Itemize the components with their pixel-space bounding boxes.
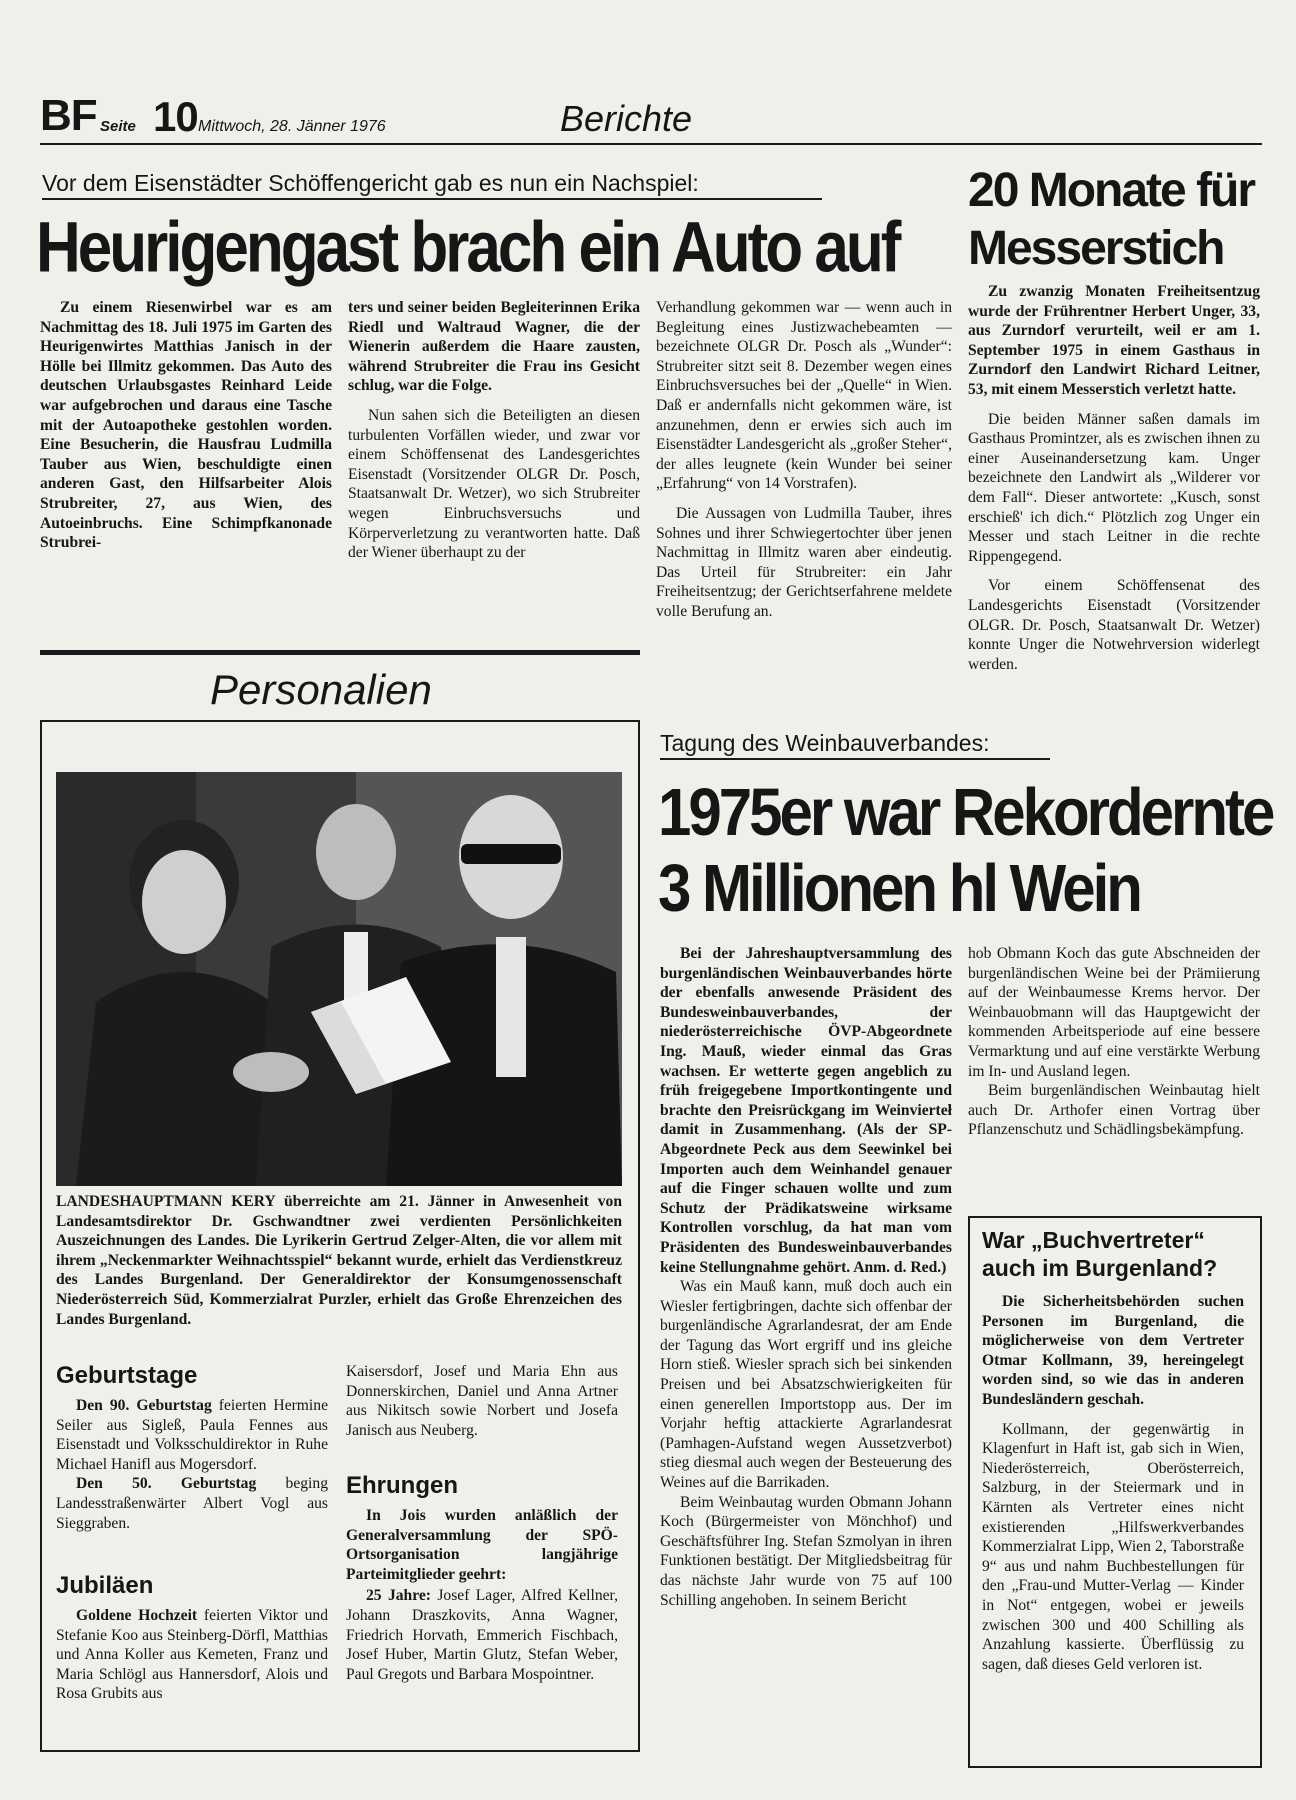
main-col-2-p2: Nun sahen sich die Beteiligten an diesen turbulenten Vorfällen wieder, und zwar vor einem Schöffensenat des Landesgerichtes Eisenstadt (Vorsitzender OLGR Dr. Posch, Staatsanwalt Dr. Wetzer), wo sich Strubreiter wegen Einbruchsversuchs und Körperverletzung zu verantworten hatte. Daß der Wiener überhaupt zu der xyxy=(348,406,640,562)
jubilaeen-p1 xyxy=(56,1606,328,1704)
page-number: 10 xyxy=(153,93,198,140)
stich-body xyxy=(968,282,1260,674)
wein-kicker: Tagung des Weinbauverbandes: xyxy=(660,730,990,756)
header-rule xyxy=(40,143,1262,145)
page-label: Seite xyxy=(100,118,136,135)
wein-col-2 xyxy=(968,944,1260,1140)
geburtstage-text-1: feierten Hermine Seiler aus Sigleß, Paula Fennes aus Eisenstadt und Volksschuldirektor in Ruhe Michael Hanifl aus Mogersdorf. xyxy=(56,1397,328,1473)
main-col-3-p2: Die Aussagen von Ludmilla Tauber, ihres Sohnes und ihrer Schwiegertochter über jenen Nachmittag in Illmitz waren aber eindeutig. Das Urteil für Strubreiter: ein Jahr Freiheitsentzug; der Gerichtserfahrene meldete volle Berufung an. xyxy=(656,504,952,620)
geburtstage-body xyxy=(56,1396,328,1533)
jubilaeen-p2: Kaisersdorf, Josef und Maria Ehn aus Donnerskirchen, Daniel und Anna Artner aus Nikitsch sowie Norbert und Josefa Janisch aus Neuberg. xyxy=(346,1363,618,1439)
newspaper-logo: BF xyxy=(40,91,97,140)
wein-headline-2: 3 Millionen hl Wein xyxy=(658,850,1140,926)
geburtstage-text-2: beging Landesstraßenwärter Albert Vogl aus Sieggraben. xyxy=(56,1475,328,1532)
wein-headline-1: 1975er war Rekordernte xyxy=(658,774,1273,850)
stich-p3: Vor einem Schöffensenat des Landesgerichts Eisenstadt (Vorsitzender OLGR. Dr. Posch, Staatsanwalt Dr. Wetzer) konnte Unger die Notwehrversion widerlegt werden. xyxy=(968,577,1260,673)
stich-headline-2: Messerstich xyxy=(968,222,1224,275)
geburtstage-lead-2: Den 50. Geburtstag xyxy=(76,1475,257,1493)
ehrungen-body xyxy=(346,1506,618,1684)
jubilaeen-continued xyxy=(346,1362,618,1440)
main-col-2 xyxy=(348,298,640,563)
jubilaeen-text: feierten Viktor und Stefanie Koo aus Steinberg-Dörfl, Matthias und Anna Koller aus Kemeten, Franz und Maria Schlögl aus Hannersdorf, Alois und Rosa Grubits aus xyxy=(56,1607,328,1703)
geburtstage-heading: Geburtstage xyxy=(56,1362,198,1389)
wein-col-2-p2: Beim burgenländischen Weinbautag hielt auch Dr. Arthofer einen Vortrag über Pflanzenschutz und Schädlingsbekämpfung. xyxy=(968,1082,1260,1139)
wein-col-2-p1: hob Obmann Koch das gute Abschneiden der burgenländischen Weine bei der Prämiierung auf der Weinbaumesse Krems hervor. Der Weinbauobmann will das Hauptgewicht der kommenden Arbeitsperiode auf eine bessere Vermarktung und auf eine verstärkte Werbung im In- und Ausland legen. xyxy=(968,945,1260,1080)
wein-col-1-p2: Was ein Mauß kann, muß doch auch ein Wiesler fertigbringen, dachte sich offenbar der burgenländische Agrarlandesrat, der am Ende der Tagung das Wort ergriff und ins gleiche Horn stieß. Wiesler sprach sich bei sinkenden Preisen und bei Absatzschwierigkeiten für einen generellen Importstopp aus. Der im Vorjahr heftig attackierte Agrarlandesrat (Pamhagen-Aufstand wegen Aussetzverbot) stieg diesmal auch wegen der Besteuerung des Weines auf die Barrikaden. xyxy=(660,1278,952,1492)
issue-date: Mittwoch, 28. Jänner 1976 xyxy=(198,118,386,135)
buchvertreter-title: War „Buchvertreter“ auch im Burgenland? xyxy=(982,1227,1218,1281)
main-col-3-p1: Verhandlung gekommen war — wenn auch in Begleitung eines Justizwachebeamten — bezeichnete OLGR Dr. Posch als „Wunder“: Strubreiter sitzt seit 8. Dezember wegen eines Einbruchsversuches bei der „Quelle“ in Wien. Daß er andernfalls nicht gekommen wäre, ist anzunehmen, denn er erwies sich auch im Eisenstädter Landesgericht als „großer Steher“, der alles leugnete (kein Wunder bei seiner „Erfahrung“ von 14 Vorstrafen). xyxy=(656,299,952,493)
main-article-bottom-rule xyxy=(40,650,640,655)
section-title: Berichte xyxy=(560,98,693,139)
wein-col-1 xyxy=(660,944,952,1610)
main-col-3 xyxy=(656,298,952,622)
main-col-2-p1: ters und seiner beiden Begleiterinnen Erika Riedl und Waltraud Wagner, die der Wienerin außerdem die Haare zausten, während Strubreiter die Frau ins Gesicht schlug, war die Folge. xyxy=(348,299,640,395)
ehrungen-p2 xyxy=(346,1586,618,1684)
wein-kicker-underline xyxy=(660,758,1050,760)
main-headline: Heurigengast brach ein Auto auf xyxy=(36,208,899,288)
jubilaeen-lead: Goldene Hochzeit xyxy=(76,1607,198,1624)
stich-p2: Die beiden Männer saßen damals im Gasthaus Promintzer, als es zwischen ihnen zu einer Auseinandersetzung kam. Unger bezeichnete den Landwirt als „Wilderer vor dem Fall“. Dieser antwortete: „Kusch, sonst erschieß' ich dich.“ Plötzlich zog Unger ein Messer und stach Leitner in die rechte Rippengegend. xyxy=(968,410,1260,565)
photo-caption xyxy=(56,1192,622,1329)
ehrungen-text: Josef Lager, Alfred Kellner, Johann Draszkovits, Anna Wagner, Friedrich Horvath, Emmerich Fischbach, Josef Huber, Martin Glutz, Stefan Weber, Paul Gregots und Barbara Mospointner. xyxy=(346,1587,618,1683)
award-photo-image xyxy=(56,772,622,1186)
geburtstage-lead-1: Den 90. Geburtstag xyxy=(76,1397,212,1414)
wein-col-1-p1: Bei der Jahreshauptversammlung des burgenländischen Weinbauverbandes hörte der ebenfalls anwesende Präsident des Bundesweinbauverbandes, der niederösterreichische ÖVP-Abgeordnete Ing. Mauß, wieder einmal das Gras wachsen. Er wetterte gegen angeblich zu früh freigegebene Importkontingente und brachte den Preisrückgang im Weinvierteł damit in Zusammenhang. (Als der SP-Abgeordnete Peck aus dem Seewinkel bei Importen auch dem Weinhandel genauer auf die Finger schauen wollte und zum Schutz der Prädikatsweine wirksame Kontrollen vorschlug, da hat man vom Präsidenten des Bundesweinbauverbandes keine Stellungnahme gehört. Anm. d. Red.) xyxy=(660,945,952,1276)
stich-lead: Zu zwanzig Monaten Freiheitsentzug wurde der Frührentner Herbert Unger, 33, aus Zurndorf verurteilt, weil er am 1. September 1975 in einem Gasthaus in Zurndorf den Landwirt Richard Leitner, 53, mit einem Messerstich verletzt hatte. xyxy=(968,283,1260,398)
buchvertreter-body xyxy=(982,1292,1244,1674)
main-col-1-text: Zu einem Riesenwirbel war es am Nachmittag des 18. Juli 1975 im Garten des Heurigenwirtes Matthias Janisch in der Hölle bei Illmitz gekommen. Das Auto des deutschen Urlaubsgastes Reinhard Leide war aufgebrochen und daraus eine Tasche mit der Autoapotheke gestohlen worden. Eine Besucherin, die Hausfrau Ludmilla Tauber aus Wien, beschuldigte einen anderen Gast, den Hilfsarbeiter Alois Strubreiter, 27, aus Wien, des Autoeinbruchs. Eine Schimpfkanonade Strubrei- xyxy=(40,299,332,552)
ehrungen-heading: Ehrungen xyxy=(346,1472,458,1499)
personalien-title: Personalien xyxy=(210,666,432,713)
award-photo xyxy=(56,772,622,1186)
stich-headline-1: 20 Monate für xyxy=(968,164,1255,217)
jubilaeen-heading: Jubiläen xyxy=(56,1572,154,1599)
buchvertreter-text: Kollmann, der gegenwärtig in Klagenfurt in Haft ist, gab sich in Wien, Niederösterreich, Oberösterreich, Salzburg, in der Steiermark und in Kärnten als Vertreter eines nicht existierenden „Hilfswerkverbandes Kommerzialrat Lipp, Wien 2, Taborstraße 9“ aus und nahm Buchbestellungen für den „Frau-und Mutter-Verlag — Kinder in Not“ entgegen, wobei er jeweils zwischen 300 und 400 Schilling als Anzahlung kassierte. Überflüssig zu sagen, daß dieses Geld verloren ist. xyxy=(982,1420,1244,1673)
buchvertreter-lead: Die Sicherheitsbehörden suchen Personen im Burgenland, die möglicherweise von dem Vertreter Otmar Kollmann, 39, hereingelegt worden sind, so wie das in anderen Bundesländern geschah. xyxy=(982,1293,1244,1408)
geburtstage-p1 xyxy=(56,1396,328,1474)
geburtstage-p2 xyxy=(56,1474,328,1533)
wein-col-1-p3: Beim Weinbautag wurden Obmann Johann Koch (Bürgermeister von Mönchhof) und Geschäftsführer Ing. Stefan Szmolyan in ihren Funktionen bestätigt. Der Mitgliedsbeitrag für das nächste Jahr wurde von 75 auf 100 Schilling angehoben. In seinem Bericht xyxy=(660,1493,952,1609)
jubilaeen-body xyxy=(56,1606,328,1704)
photo-caption-text: LANDESHAUPTMANN KERY überreichte am 21. Jänner in Anwesenheit von Landesamtsdirektor Dr. Gschwandtner zwei verdienten Persönlichkeiten Auszeichnungen des Landes. Die Lyrikerin Gertrud Zelger-Alten, die vor allem mit ihrem „Neckenmarkter Weihnachtsspiel“ bekannt wurde, erhielt das Verdienstkreuz des Landes Burgenland. Der Generaldirektor der Konsumgenossenschaft Niederösterreich Süd, Kommerzialrat Purzler, erhielt das Große Ehrenzeichen des Landes Burgenland. xyxy=(56,1193,622,1328)
ehrungen-p1: In Jois wurden anläßlich der Generalversammlung der SPÖ-Ortsorganisation langjährige Parteimitglieder geehrt: xyxy=(346,1507,618,1583)
ehrungen-lead: 25 Jahre: xyxy=(366,1587,431,1605)
main-kicker: Vor dem Eisenstädter Schöffengericht gab es nun ein Nachspiel: xyxy=(42,170,699,196)
main-col-1 xyxy=(40,298,332,553)
